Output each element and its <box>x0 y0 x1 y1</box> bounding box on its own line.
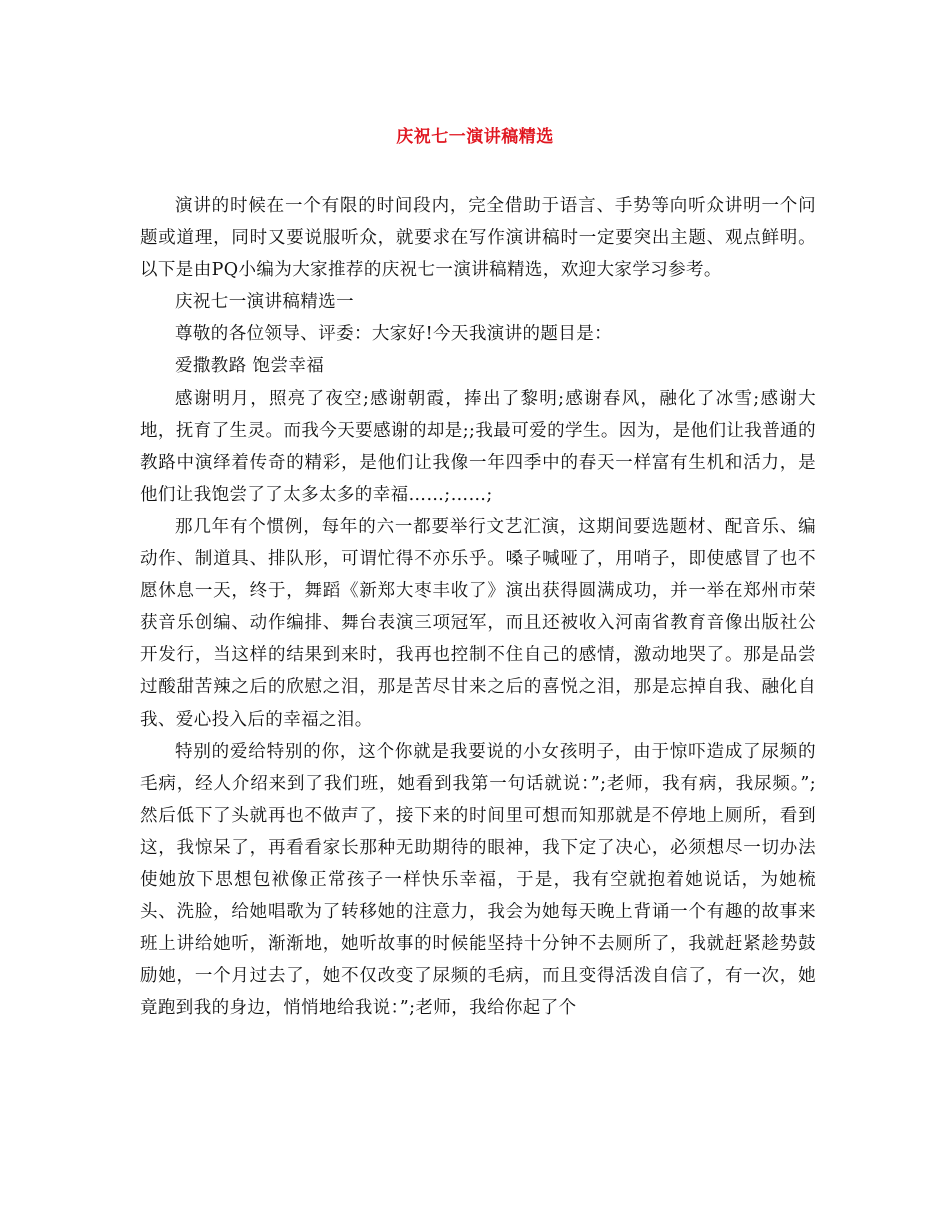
paragraph-greeting: 尊敬的各位领导、评委：大家好!今天我演讲的题目是： <box>175 324 613 345</box>
paragraph-section-heading: 庆祝七一演讲稿精选一 <box>175 292 354 313</box>
paragraph-intro: 演讲的时候在一个有限的时间段内，完全借助于语言、手势等向听众讲明一个问题或道理，同时又要说服听众，就要求在写作演讲稿时一定要突出主题、观点鲜明。以下是由PQ小编为大家推荐的庆祝七一演讲稿精选，欢迎大家学习参考。 <box>140 196 816 281</box>
document-body <box>140 190 816 1024</box>
paragraph-performance: 那几年有个惯例，每年的六一都要举行文艺汇演，这期间要选题材、配音乐、编动作、制道具、排队形，可谓忙得不亦乐乎。嗓子喊哑了，用哨子，即使感冒了也不愿休息一天，终于，舞蹈《新郑大枣丰收了》演出获得圆满成功，并一举在郑州市荣获音乐创编、动作编排、舞台表演三项冠军，而且还被收入河南省教育音像出版社公开发行，当这样的结果到来时，我再也控制不住自己的感情，激动地哭了。那是品尝过酸甜苦辣之后的欣慰之泪，那是苦尽甘来之后的喜悦之泪，那是忘掉自我、融化自我、爱心投入后的幸福之泪。 <box>140 516 816 730</box>
document-title: 庆祝七一演讲稿精选 <box>396 127 554 147</box>
paragraph-special-love: 特别的爱给特别的你，这个你就是我要说的小女孩明子，由于惊吓造成了尿频的毛病，经人介绍来到了我们班，她看到我第一句话就说：”;老师，我有病，我尿频。”;然后低下了头就再也不做声了，接下来的时间里可想而知那就是不停地上厕所，看到这，我惊呆了，再看看家长那种无助期待的眼神，我下定了决心，必须想尽一切办法使她放下思想包袱像正常孩子一样快乐幸福，于是，我有空就抱着她说话，为她梳头、洗脸，给她唱歌为了转移她的注意力，我会为她每天晚上背诵一个有趣的故事来班上讲给她听，渐渐地，她听故事的时候能坚持十分钟不去厕所了，我就赶紧趁势鼓励她，一个月过去了，她不仅改变了尿频的毛病，而且变得活泼自信了，有一次，她竟跑到我的身边，悄悄地给我说：”;老师，我给你起了个 <box>140 741 816 1019</box>
paragraph-speech-title: 爱撒教路 饱尝幸福 <box>175 356 325 377</box>
paragraph-gratitude: 感谢明月，照亮了夜空;感谢朝霞，捧出了黎明;感谢春风，融化了冰雪;感谢大地，抚育了生灵。而我今天要感谢的却是;;我最可爱的学生。因为，是他们让我普通的教路中演绎着传奇的精彩，是他们让我像一年四季中的春天一样富有生机和活力，是他们让我饱尝了了太多太多的幸福……;……; <box>140 388 816 505</box>
